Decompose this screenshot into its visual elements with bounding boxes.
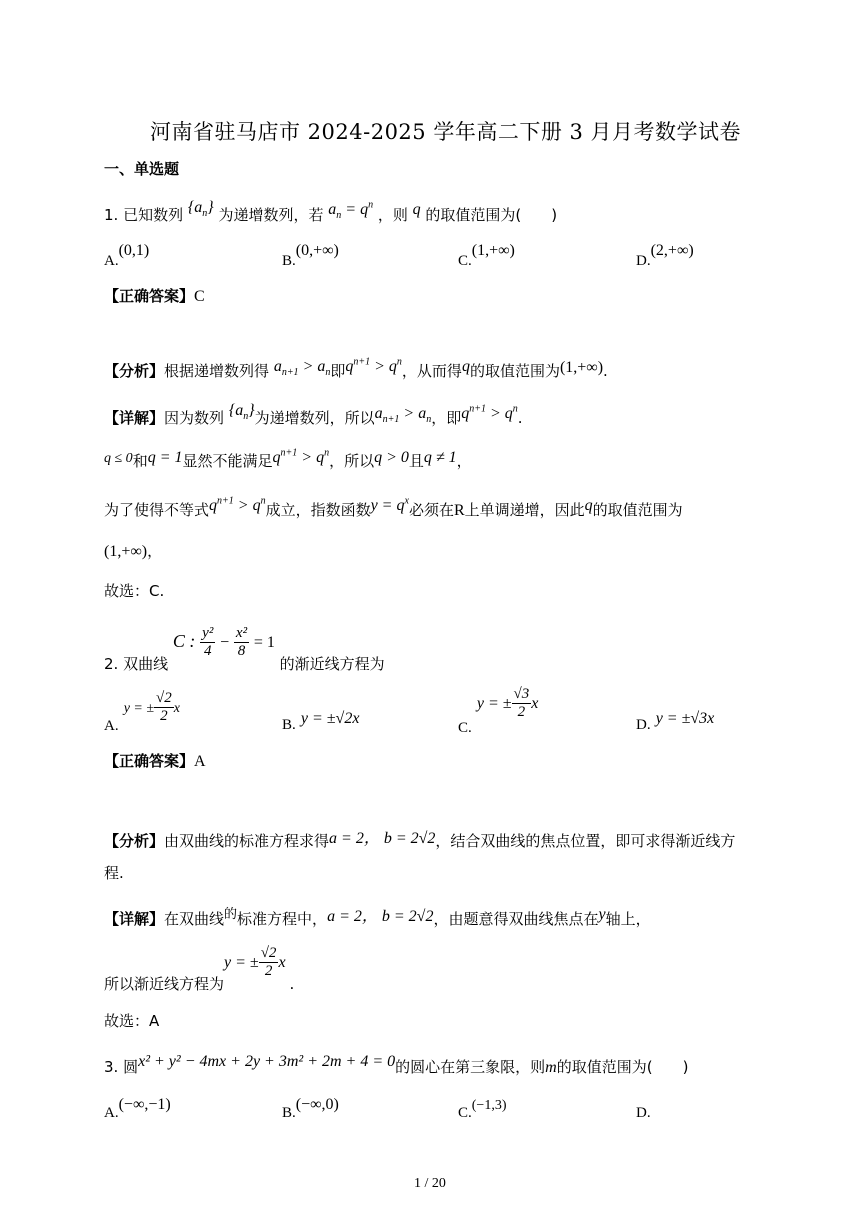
q1-detail-line4: (1,+∞)， <box>104 542 163 560</box>
q1-option-c[interactable]: C.(1,+∞) <box>458 242 515 269</box>
q1-analysis: 【分析】根据递增数列得 $a_{n+1} > a_n$即$q^{n+1} > q^n$，从而得q的取值范围为(1,+∞). <box>104 356 608 380</box>
page-title: 河南省驻马店市 2024-2025 学年高二下册 3 月月考数学试卷 <box>150 120 742 144</box>
q2-stem: 2. 双曲线 C : $\frac{\text{y²}}{4}$ − $\frac{\text{x²}}{8}$ = 1 的渐近线方程为 <box>104 625 385 673</box>
q1-option-d[interactable]: D.(2,+∞) <box>636 242 694 269</box>
q2-detail: 【详解】在双曲线的标准方程中，a = 2， b = 2√2，由题意得双曲线焦点在y轴上， <box>104 906 651 928</box>
page-number: 1 / 20 <box>414 1176 446 1191</box>
q1-option-b[interactable]: B.(0,+∞) <box>282 242 339 269</box>
q3-option-a[interactable]: A.(−∞,−1) <box>104 1096 171 1121</box>
q2-option-a[interactable]: A. y = ± $\frac{√2}{2}$ x <box>104 690 180 734</box>
q2-option-c[interactable]: C. y = ± $\frac{√3}{2}$ x <box>458 686 539 736</box>
q2-answer: 【正确答案】A <box>104 752 206 770</box>
q1-conclusion: 故选：C. <box>104 582 165 600</box>
q2-option-b[interactable]: B. y = ±√2x <box>282 710 360 733</box>
q2-conclusion: 故选：A <box>104 1012 160 1030</box>
q1-detail-line3: 为了使得不等式$q^{n+1} > q^n$成立，指数函数$y = q^x$必须在R上单调递增，因此q的取值范围为 <box>104 495 683 519</box>
q1-detail-line2: q ≤ 0和q = 1显然不能满足$q^{n+1} > q^n$，所以q > 0且q ≠ 1， <box>104 447 472 470</box>
q1-stem: 1. 已知数列 $\{a_n\}$ 为递增数列，若 $a_n = q^n$ ，则 q 的取值范围为( ) <box>104 199 558 224</box>
q1-detail-line1: 【详解】因为数列 $\{a_n\}$为递增数列，所以$a_{n+1} > a_n$，即$q^{n+1} > q^n$. <box>104 402 523 427</box>
q2-option-d[interactable]: D. y = ±√3x <box>636 710 715 733</box>
q3-option-c[interactable]: C.(−1,3) <box>458 1098 507 1121</box>
q1-answer: 【正确答案】C <box>104 287 205 305</box>
q2-analysis: 【分析】由双曲线的标准方程求得a = 2， b = 2√2，结合双曲线的焦点位置，即可求得渐近线方 <box>104 830 736 850</box>
section-heading: 一、单选题 <box>104 160 180 178</box>
q1-option-a[interactable]: A.(0,1) <box>104 242 150 269</box>
q3-option-b[interactable]: B.(−∞,0) <box>282 1096 339 1121</box>
q2-analysis-cont: 程. <box>104 864 124 882</box>
q2-detail-line2: 所以渐近线方程为y = ± $\frac{√2}{2}$ x. <box>104 945 295 993</box>
q3-stem: 3. 圆x² + y² − 4mx + 2y + 3m² + 2m + 4 = 0的圆心在第三象限，则m的取值范围为( ) <box>104 1053 689 1076</box>
q3-option-d[interactable]: D. <box>636 1105 651 1121</box>
